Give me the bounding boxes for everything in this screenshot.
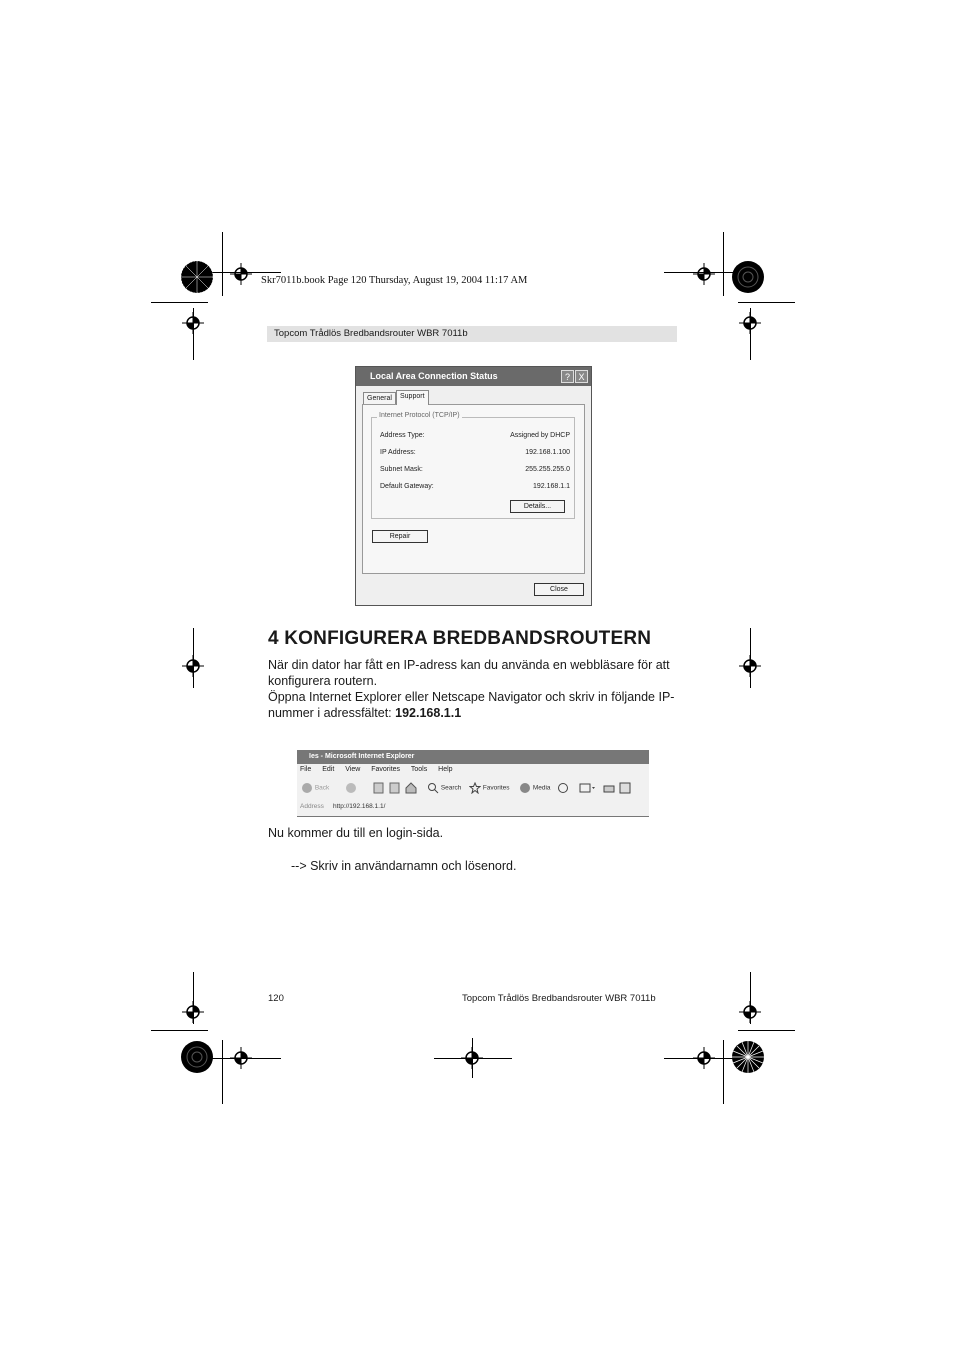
- history-button[interactable]: [557, 782, 569, 794]
- print-icon: [603, 782, 615, 794]
- address-type-row: Address Type: Assigned by DHCP: [380, 432, 570, 439]
- refresh-button[interactable]: [389, 782, 400, 794]
- stop-button[interactable]: [373, 782, 384, 794]
- page-number: 120: [268, 993, 284, 1004]
- default-gateway-row: Default Gateway: 192.168.1.1: [380, 483, 570, 490]
- intro-text-2: Öppna Internet Explorer eller Netscape Navigator och skriv in följande IP-nummer i adressfältet: 192.168.1.1: [268, 690, 675, 720]
- star-target-icon: [180, 260, 214, 294]
- back-button[interactable]: Back: [301, 782, 329, 794]
- address-label: Address: [300, 803, 324, 810]
- search-button[interactable]: Search: [427, 782, 461, 794]
- menu-tools[interactable]: Tools: [410, 766, 428, 773]
- forward-button[interactable]: [345, 782, 357, 794]
- registration-mark-icon: [739, 655, 761, 677]
- close-icon[interactable]: X: [575, 370, 588, 383]
- registration-mark-icon: [182, 312, 204, 334]
- star-icon: [469, 782, 481, 794]
- registration-mark-icon: [693, 263, 715, 285]
- media-button[interactable]: Media: [519, 782, 551, 794]
- intro-paragraph: [268, 657, 680, 721]
- star-target-icon: [180, 1040, 214, 1074]
- group-label: Internet Protocol (TCP/IP): [379, 412, 460, 419]
- registration-mark-icon: [739, 312, 761, 334]
- mail-button[interactable]: [579, 782, 597, 794]
- home-icon: [405, 782, 417, 794]
- details-button[interactable]: Details...: [510, 500, 565, 513]
- menu-help[interactable]: Help: [438, 766, 453, 773]
- tab-support[interactable]: Support: [396, 390, 429, 405]
- menu-file[interactable]: File: [300, 766, 312, 773]
- star-target-icon: [731, 1040, 765, 1074]
- mail-icon: [579, 782, 597, 794]
- registration-mark-icon: [230, 263, 252, 285]
- ip-address-row: IP Address: 192.168.1.100: [380, 449, 570, 456]
- edit-button[interactable]: [619, 782, 631, 794]
- browser-title: Ies - Microsoft Internet Explorer: [297, 750, 649, 764]
- registration-mark-icon: [739, 1001, 761, 1023]
- star-target-icon: [731, 260, 765, 294]
- dialog-title: Local Area Connection Status: [356, 367, 591, 386]
- footer-title: Topcom Trådlös Bredbandsrouter WBR 7011b: [462, 993, 656, 1004]
- close-button[interactable]: Close: [534, 583, 584, 596]
- running-header: Topcom Trådlös Bredbandsrouter WBR 7011b: [267, 326, 677, 342]
- menu-edit[interactable]: Edit: [322, 766, 335, 773]
- media-icon: [519, 782, 531, 794]
- step-text: --> Skriv in användarnamn och lösenord.: [291, 859, 517, 873]
- history-icon: [557, 782, 569, 794]
- intro-text-1: När din dator har fått en IP-adress kan du använda en webbläsare för att konfigurera routern.: [268, 658, 670, 688]
- refresh-icon: [389, 782, 400, 794]
- connection-status-dialog: [355, 366, 592, 606]
- address-input[interactable]: http://192.168.1.1/: [333, 803, 386, 810]
- registration-mark-icon: [182, 1001, 204, 1023]
- menu-favorites[interactable]: Favorites: [371, 766, 401, 773]
- support-panel: [362, 404, 585, 574]
- home-button[interactable]: [405, 782, 417, 794]
- tab-general[interactable]: General: [363, 392, 396, 405]
- search-icon: [427, 782, 439, 794]
- subnet-mask-row: Subnet Mask: 255.255.255.0: [380, 466, 570, 473]
- repair-button[interactable]: Repair: [372, 530, 428, 543]
- print-button[interactable]: [603, 782, 615, 794]
- edit-icon: [619, 782, 631, 794]
- back-arrow-icon: [301, 782, 313, 794]
- address-bar: [297, 802, 649, 814]
- section-heading: 4 KONFIGURERA BREDBANDSROUTERN: [268, 628, 652, 649]
- tcpip-group: [371, 412, 575, 519]
- forward-arrow-icon: [345, 782, 357, 794]
- router-ip: 192.168.1.1: [395, 706, 462, 720]
- favorites-button[interactable]: Favorites: [469, 782, 510, 794]
- login-text: Nu kommer du till en login-sida.: [268, 826, 444, 840]
- stop-icon: [373, 782, 384, 794]
- menu-view[interactable]: View: [345, 766, 361, 773]
- browser-toolbar: [297, 778, 649, 800]
- browser-screenshot: [297, 750, 649, 817]
- browser-menubar: [300, 766, 462, 773]
- print-slug: Skr7011b.book Page 120 Thursday, August 19, 2004 11:17 AM: [261, 275, 528, 286]
- help-button[interactable]: ?: [561, 370, 574, 383]
- registration-mark-icon: [182, 655, 204, 677]
